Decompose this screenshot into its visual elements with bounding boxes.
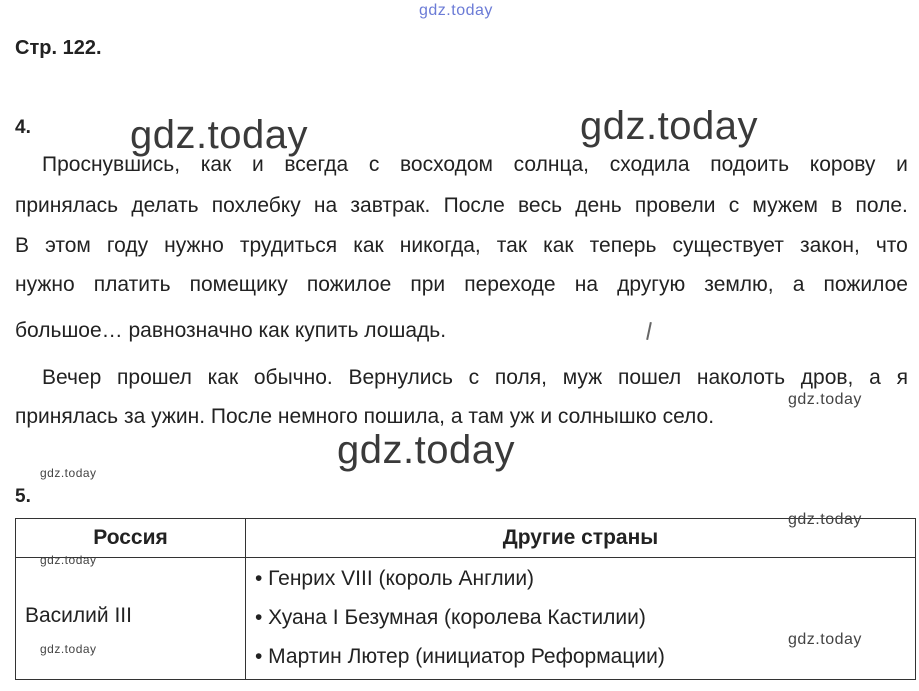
task-4-line-4: нужно платить помещику пожилое при переходе на другую землю, а пожилое (15, 273, 908, 296)
russia-ruler: Василий III (25, 603, 132, 627)
table-header-row (16, 519, 916, 558)
other-rulers-list (246, 558, 915, 676)
task-4-line-6: Вечер прошел как обычно. Вернулись с поля, муж пошел наколоть дров, а я (42, 366, 908, 389)
task-4-line-3: В этом году нужно трудиться как никогда, так как теперь существует закон, что (15, 234, 908, 257)
table-row (16, 558, 916, 680)
watermark-small: gdz.today (788, 631, 862, 648)
task-5-number: 5. (15, 486, 31, 507)
list-item: • Мартин Лютер (инициатор Реформации) (255, 645, 665, 668)
watermark-big: gdz.today (130, 113, 308, 157)
page-reference: Стр. 122. (15, 37, 102, 59)
task-4-line-7: принялась за ужин. После немного пошила, а там уж и солнышко село. (15, 405, 715, 428)
cell-russia (16, 558, 246, 680)
watermark-small: gdz.today (788, 511, 862, 528)
watermark-tiny: gdz.today (40, 642, 97, 656)
watermark-small: gdz.today (788, 391, 862, 408)
watermark-big: gdz.today (337, 428, 515, 472)
watermark-big: gdz.today (580, 104, 758, 148)
task-4-number: 4. (15, 117, 31, 138)
list-item: • Генрих VIII (король Англии) (255, 567, 535, 590)
header-other-countries: Другие страны (246, 519, 916, 558)
stray-mark (646, 322, 652, 340)
watermark-tiny: gdz.today (40, 553, 97, 567)
header-russia: Россия (16, 519, 246, 558)
list-item: • Хуана I Безумная (королева Кастилии) (255, 606, 646, 629)
watermark-top: gdz.today (419, 2, 493, 19)
task-4-line-1: Проснувшись, как и всегда с восходом солнца, сходила подоить корову и (42, 153, 908, 176)
cell-other-countries (246, 558, 916, 680)
task-4-line-5: большое… равнозначно как купить лошадь. (15, 319, 447, 342)
task-4-line-2: принялась делать похлебку на завтрак. После весь день провели с мужем в поле. (15, 194, 908, 217)
watermark-tiny: gdz.today (40, 466, 97, 480)
comparison-table (15, 518, 916, 680)
